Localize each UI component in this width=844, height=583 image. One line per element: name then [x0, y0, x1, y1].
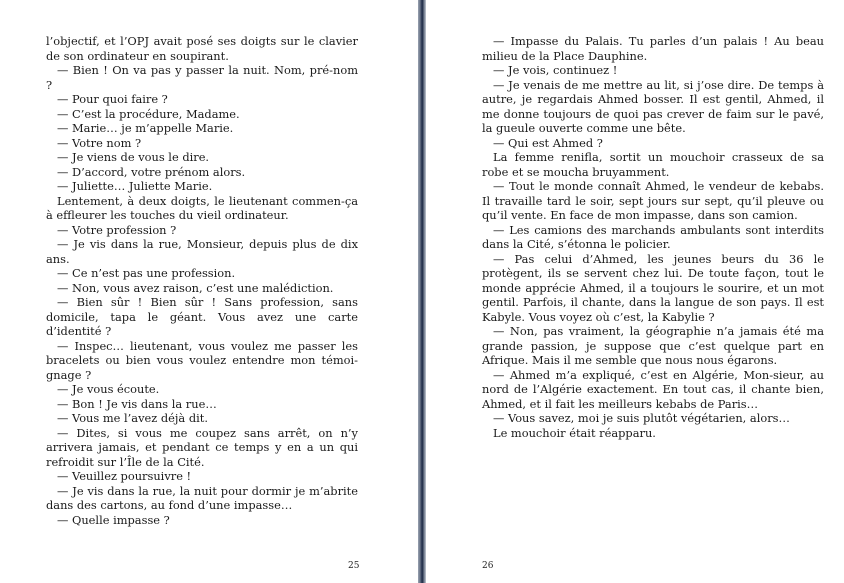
paragraph: — Tout le monde connaît Ahmed, le vendeur de kebabs. Il travaille tard le soir, sept jours sur sept, qu’il pleuve ou qu’il vente. En face de mon impasse, dans son camion.	[482, 179, 824, 222]
paragraph: — Bon ! Je vis dans la rue…	[57, 396, 217, 411]
paragraph: Lentement, à deux doigts, le lieutenant commen-ça à effleurer les touches du vieil ordinateur.	[46, 193, 358, 222]
paragraph: — Vous savez, moi je suis plutôt végétarien, alors…	[493, 411, 790, 425]
paragraph: — Non, pas vraiment, la géographie n’a jamais été ma grande passion, je suppose que c’est quelque part en Afrique. Mais il me semble que nous nous égarons.	[482, 324, 824, 367]
left-page-number: 25	[348, 561, 360, 571]
right-page-number: 26	[482, 561, 494, 571]
right-page	[426, 0, 844, 583]
paragraph: La femme renifla, sortit un mouchoir crasseux de sa robe et se moucha bruyamment.	[482, 150, 824, 179]
paragraph: — Ahmed m’a expliqué, c’est en Algérie, Mon-sieur, au nord de l’Algérie exactement. En tout cas, il chante bien, Ahmed, et il fait les meilleurs kebabs de Paris…	[482, 367, 824, 411]
paragraph: — Dites, si vous me coupez sans arrêt, on n’y arrivera jamais, et pendant ce temps y en a un qui refroidit sur l’Île de la Cité.	[46, 425, 358, 469]
paragraph: — D’accord, votre prénom alors.	[57, 164, 246, 179]
right-page-text	[482, 34, 824, 440]
left-page	[0, 0, 418, 583]
paragraph: — Je vis dans la rue, Monsieur, depuis plus de dix ans.	[46, 237, 358, 266]
paragraph: — Pas celui d’Ahmed, les jeunes beurs du 36 le protègent, ils se servent chez lui. De toute façon, tout le monde apprécie Ahmed, il a toujours le sourire, et un mot gentil. Parfois, il chante, dans la langue de son pays. Il est Kabyle. Vous voyez où c’est, la Kabylie ?	[482, 251, 824, 324]
paragraph: — Je venais de me mettre au lit, si j’ose dire. De temps à autre, je regardais Ahmed bosser. Il est gentil, Ahmed, il me donne toujours de quoi pas crever de faim sur le pavé, la gueule ouverte comme une bête.	[482, 77, 824, 135]
paragraph: — Non, vous avez raison, c’est une malédiction.	[57, 280, 334, 295]
paragraph: — Bien sûr ! Bien sûr ! Sans profession, sans domicile, tapa le géant. Vous avez une carte d’identité ?	[46, 295, 358, 338]
paragraph: — Bien ! On va pas y passer la nuit. Nom, pré-nom ?	[46, 63, 358, 92]
paragraph: — Vous me l’avez déjà dit.	[57, 411, 208, 425]
paragraph: — Pour quoi faire ?	[57, 92, 168, 106]
paragraph: — Je vois, continuez !	[493, 63, 618, 77]
paragraph: Le mouchoir était réapparu.	[493, 425, 656, 440]
paragraph: l’objectif, et l’OPJ avait posé ses doigts sur le clavier de son ordinateur en soupirant.	[46, 34, 358, 63]
paragraph: — Les camions des marchands ambulants sont interdits dans la Cité, s’étonna le policier.	[482, 222, 824, 251]
paragraph: — Inspec… lieutenant, vous voulez me passer les bracelets ou bien vous voulez entendre mon témoi-gnage ?	[46, 338, 358, 382]
paragraph: — Ce n’est pas une profession.	[57, 266, 236, 280]
paragraph: — Quelle impasse ?	[57, 512, 170, 527]
paragraph: — Votre profession ?	[57, 222, 177, 237]
paragraph: — Votre nom ?	[57, 135, 142, 150]
left-page-text	[46, 34, 358, 527]
paragraph: — Juliette… Juliette Marie.	[57, 179, 213, 193]
paragraph: — Je viens de vous le dire.	[57, 150, 210, 164]
paragraph: — Veuillez poursuivre !	[57, 469, 192, 483]
book-spine	[418, 0, 426, 583]
paragraph: — C’est la procédure, Madame.	[57, 106, 240, 121]
paragraph: — Qui est Ahmed ?	[493, 135, 603, 150]
paragraph: — Marie… je m’appelle Marie.	[57, 121, 234, 135]
paragraph: — Je vous écoute.	[57, 382, 160, 396]
paragraph: — Impasse du Palais. Tu parles d’un palais ! Au beau milieu de la Place Dauphine.	[482, 34, 824, 63]
paragraph: — Je vis dans la rue, la nuit pour dormir je m’abrite dans des cartons, au fond d’une impasse…	[46, 483, 358, 512]
